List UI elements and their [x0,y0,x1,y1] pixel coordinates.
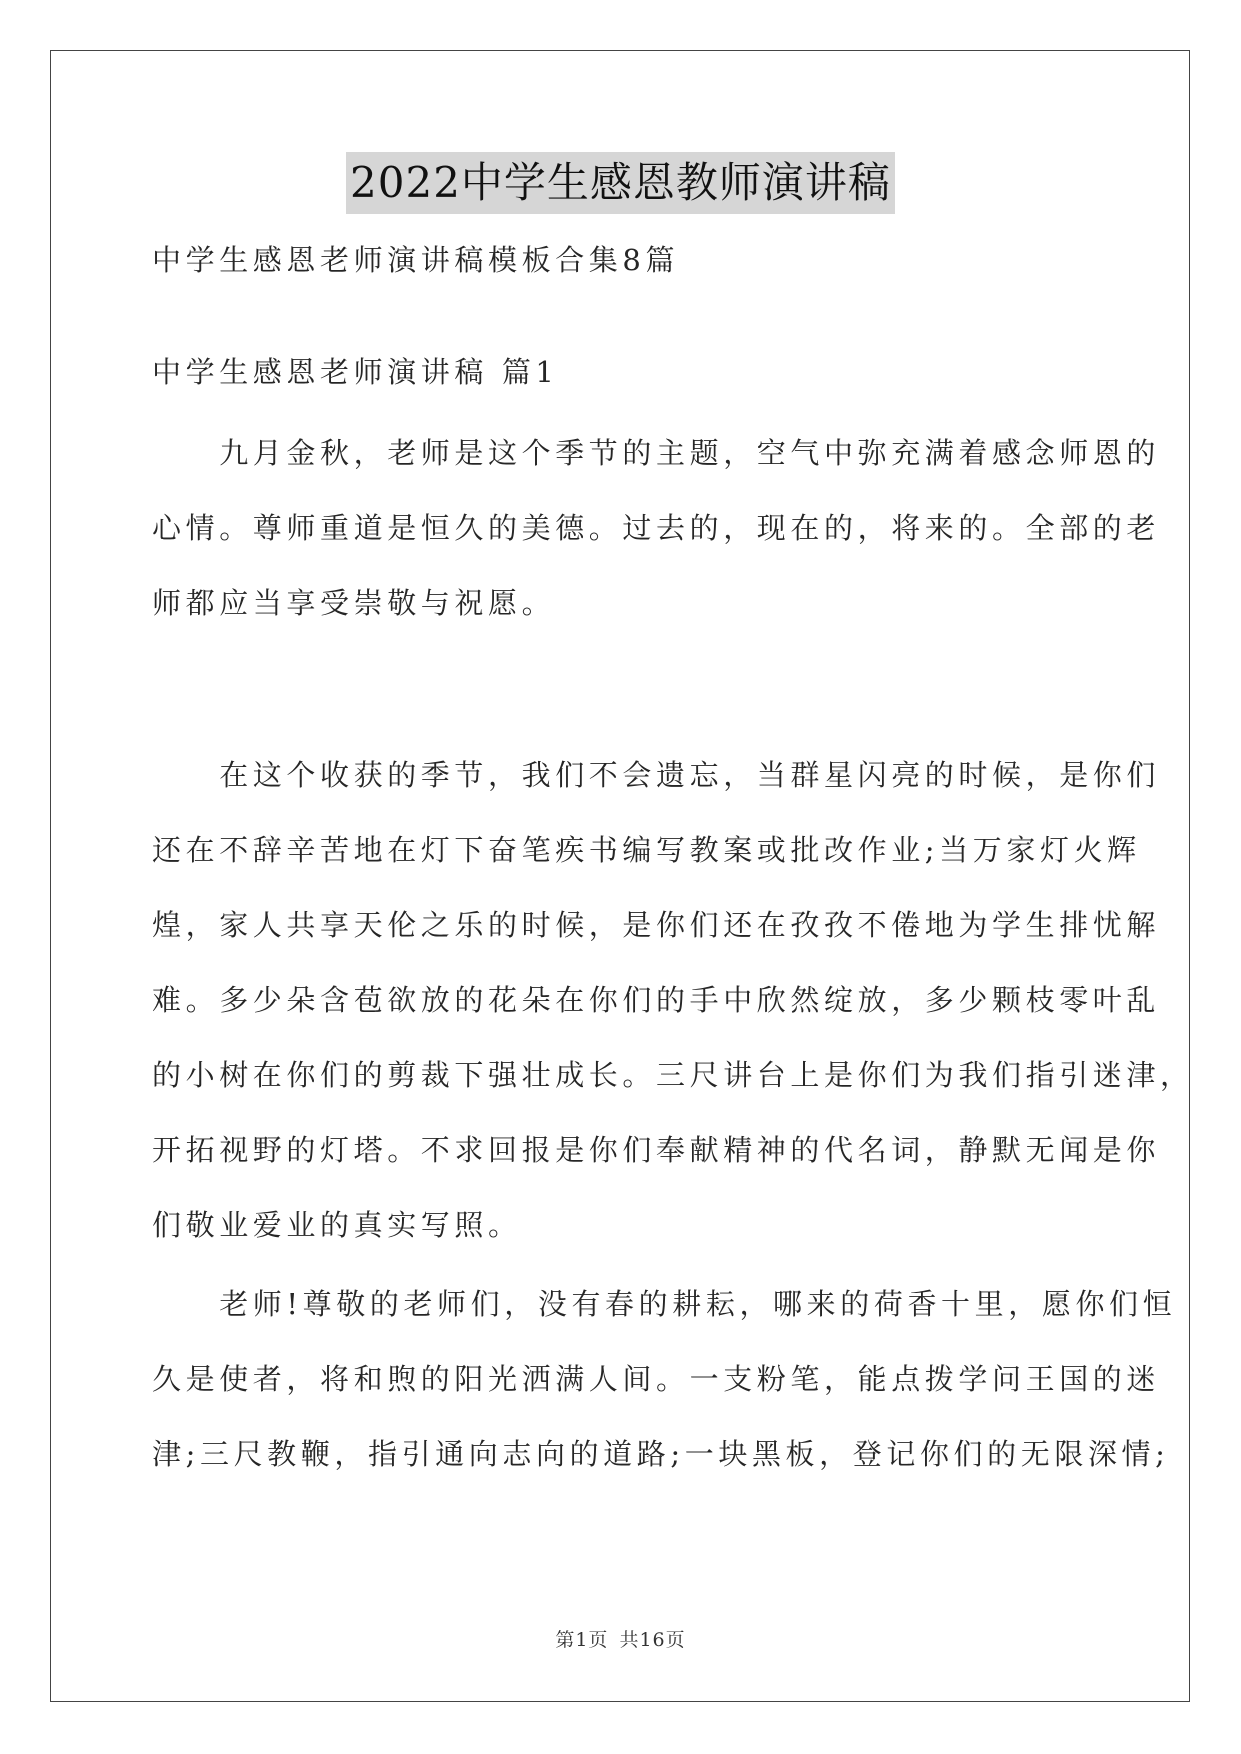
title-container [0,152,1241,214]
document-subtitle: 中学生感恩老师演讲稿模板合集8篇 [152,243,680,277]
paragraph-line-13: 津;三尺教鞭，指引通向志向的道路;一块黑板，登记你们的无限深情; [152,1437,1170,1471]
paragraph-line-4: 在这个收获的季节，我们不会遗忘，当群星闪亮的时候，是你们 [152,758,1161,792]
paragraph-line-2: 心情。尊师重道是恒久的美德。过去的，现在的，将来的。全部的老 [152,511,1161,545]
document-title: 2022中学生感恩教师演讲稿 [346,152,895,214]
paragraph-line-6: 煌，家人共享天伦之乐的时候，是你们还在孜孜不倦地为学生排忧解 [152,908,1161,942]
paragraph-line-10: 们敬业爱业的真实写照。 [152,1208,522,1242]
page-number: 第1页 [555,1629,609,1651]
paragraph-line-3: 师都应当享受崇敬与祝愿。 [152,586,556,620]
paragraph-line-8: 的小树在你们的剪裁下强壮成长。三尺讲台上是你们为我们指引迷津， [152,1058,1194,1092]
section-heading: 中学生感恩老师演讲稿 篇1 [152,355,559,389]
paragraph-line-11: 老师!尊敬的老师们，没有春的耕耘，哪来的荷香十里，愿你们恒 [152,1287,1177,1321]
paragraph-line-5: 还在不辞辛苦地在灯下奋笔疾书编写教案或批改作业;当万家灯火辉 [152,833,1141,867]
paragraph-line-1: 九月金秋，老师是这个季节的主题，空气中弥充满着感念师恩的 [152,436,1161,470]
page-total: 共16页 [619,1629,686,1651]
page-footer [0,1625,1241,1652]
paragraph-line-12: 久是使者，将和煦的阳光洒满人间。一支粉笔，能点拨学问王国的迷 [152,1362,1161,1396]
paragraph-line-7: 难。多少朵含苞欲放的花朵在你们的手中欣然绽放，多少颗枝零叶乱 [152,983,1161,1017]
paragraph-line-9: 开拓视野的灯塔。不求回报是你们奉献精神的代名词，静默无闻是你 [152,1133,1161,1167]
